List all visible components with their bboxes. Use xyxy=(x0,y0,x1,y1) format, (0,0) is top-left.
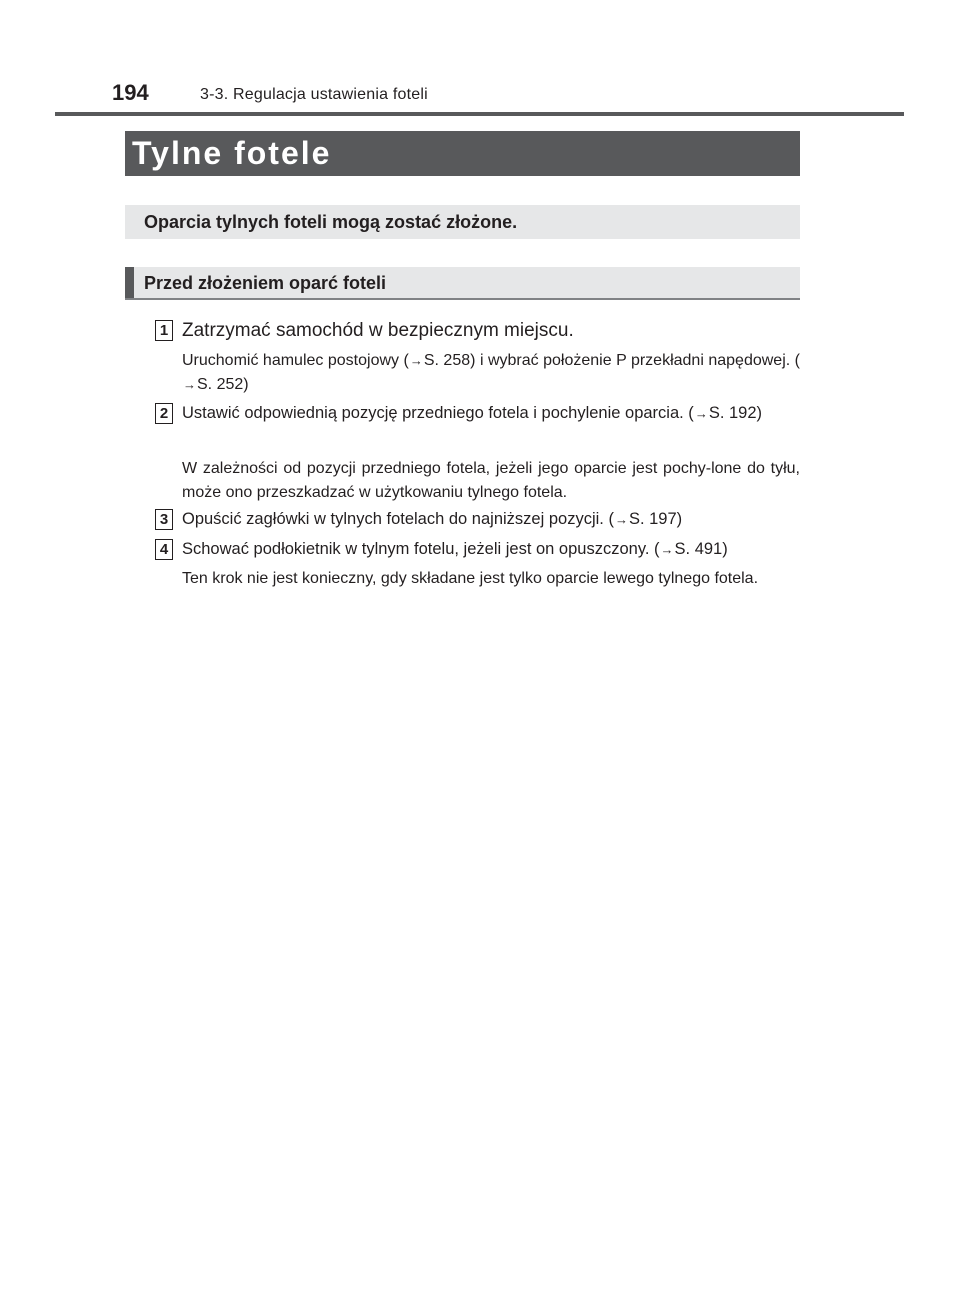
page-reference-link[interactable]: S. 197 xyxy=(628,510,677,528)
step-3-text: Opuścić zagłówki w tylnych fotelach do najniższej pozycji. (→S. 197) xyxy=(182,507,800,532)
page-reference-link[interactable]: S. 192 xyxy=(708,404,757,422)
intro-text: Oparcia tylnych foteli mogą zostać złożone. xyxy=(144,212,518,232)
step-number-1: 1 xyxy=(155,320,173,341)
subheading-text: Przed złożeniem oparć foteli xyxy=(144,273,387,293)
title-bar xyxy=(125,131,800,176)
subheading xyxy=(125,267,800,300)
arrow-right-icon: → xyxy=(409,353,423,368)
step-1-text: Zatrzymać samochód w bezpiecznym miejscu. xyxy=(182,320,574,341)
step-number-4: 4 xyxy=(155,539,173,560)
arrow-right-icon: → xyxy=(614,512,628,527)
step-4-text: Schować podłokietnik w tylnym fotelu, jeżeli jest on opuszczony. (→S. 491) xyxy=(182,537,800,562)
page-title: Tylne fotele xyxy=(132,135,332,171)
step-2-note: W zależności od pozycji przedniego fotela, jeżeli jego oparcie jest pochy-lone do tyłu, może ono przeszkadzać w użytkowaniu tylnego fotela. xyxy=(182,460,800,501)
section-reference: 3-3. Regulacja ustawienia foteli xyxy=(200,86,428,103)
page-reference-link[interactable]: S. 258 xyxy=(423,352,471,369)
page-reference-link[interactable]: S. 491 xyxy=(674,540,723,558)
subheading-accent-bar xyxy=(125,267,134,298)
arrow-right-icon: → xyxy=(660,542,674,557)
step-1-note: Uruchomić hamulec postojowy (→S. 258) i wybrać położenie P przekładni napędowej. (→S. 252) xyxy=(182,349,800,397)
page-reference-link[interactable]: S. 252 xyxy=(197,376,244,393)
arrow-right-icon: → xyxy=(694,406,708,421)
page-number: 194 xyxy=(112,80,149,105)
header-rule xyxy=(55,112,904,116)
intro-box xyxy=(125,205,800,239)
step-2-text: Ustawić odpowiednią pozycję przedniego fotela i pochylenie oparcia. (→S. 192) xyxy=(182,401,800,426)
step-number-3: 3 xyxy=(155,509,173,530)
step-number-2: 2 xyxy=(155,403,173,424)
arrow-right-icon: → xyxy=(183,377,196,392)
step-4-note: Ten krok nie jest konieczny, gdy składane jest tylko oparcie lewego tylnego fotela. xyxy=(182,570,759,587)
